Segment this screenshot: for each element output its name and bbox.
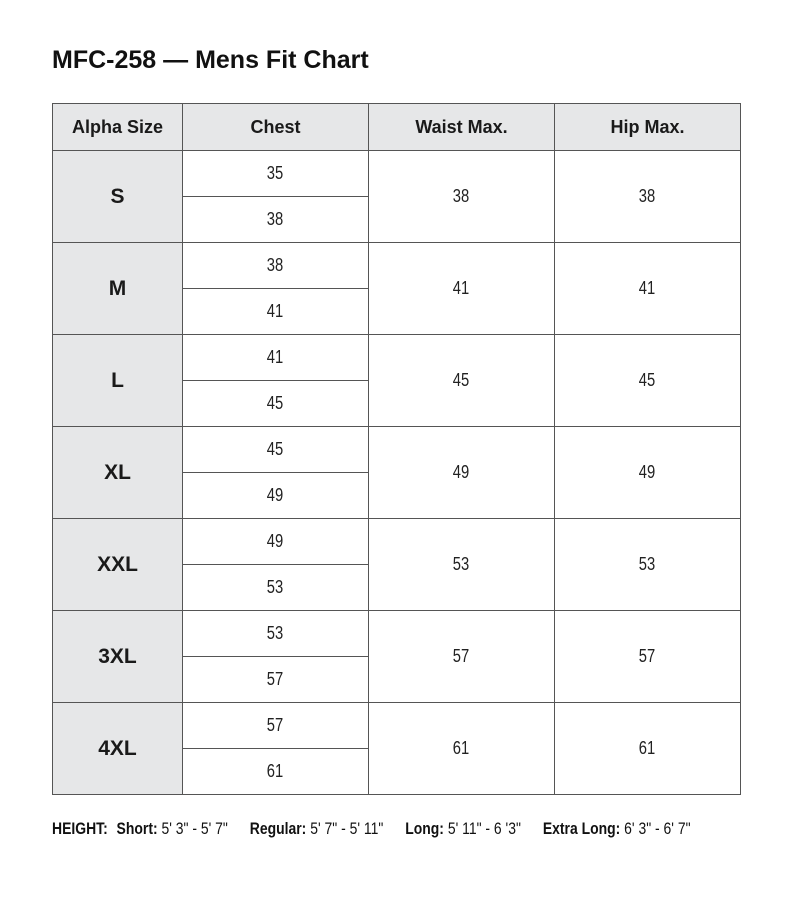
hip-max-value: 38 — [639, 186, 656, 206]
header-chest: Chest — [183, 104, 369, 151]
hip-max-cell — [555, 335, 741, 427]
waist-max-value: 57 — [453, 646, 470, 666]
chest-max-value: 41 — [267, 301, 284, 321]
chest-min-cell — [183, 519, 369, 565]
height-extra-long-value: 6' 3" - 6' 7" — [624, 819, 691, 838]
chest-max-value: 45 — [267, 393, 284, 413]
chest-max-cell — [183, 565, 369, 611]
chest-max-value: 38 — [267, 209, 284, 229]
table-row — [53, 519, 741, 565]
table-row — [53, 427, 741, 473]
hip-max-value: 57 — [639, 646, 656, 666]
page-title: MFC-258 — Mens Fit Chart — [52, 46, 369, 74]
size-label: M — [53, 243, 183, 335]
waist-max-value: 41 — [453, 278, 470, 298]
size-label: XL — [53, 427, 183, 519]
chest-max-value: 61 — [267, 761, 284, 781]
hip-max-cell — [555, 703, 741, 795]
chest-max-value: 53 — [267, 577, 284, 597]
hip-max-value: 45 — [639, 370, 656, 390]
chest-min-value: 38 — [267, 255, 284, 275]
chest-min-cell — [183, 703, 369, 749]
waist-max-cell — [369, 611, 555, 703]
chest-max-cell — [183, 289, 369, 335]
chest-min-value: 57 — [267, 715, 284, 735]
table-row — [53, 151, 741, 197]
size-label: XXL — [53, 519, 183, 611]
table-row — [53, 335, 741, 381]
hip-max-value: 53 — [639, 554, 656, 574]
chest-min-cell — [183, 335, 369, 381]
chest-max-cell — [183, 473, 369, 519]
chest-max-cell — [183, 657, 369, 703]
waist-max-cell — [369, 427, 555, 519]
table-header-row — [53, 104, 741, 151]
chest-min-value: 45 — [267, 439, 284, 459]
hip-max-cell — [555, 611, 741, 703]
chest-min-value: 49 — [267, 531, 284, 551]
waist-max-value: 38 — [453, 186, 470, 206]
header-hip-max: Hip Max. — [555, 104, 741, 151]
chest-max-value: 57 — [267, 669, 284, 689]
chest-min-value: 35 — [267, 163, 284, 183]
size-label: 4XL — [53, 703, 183, 795]
chest-min-cell — [183, 151, 369, 197]
height-extra-long-label: Extra Long: — [542, 819, 621, 838]
chest-max-value: 49 — [267, 485, 284, 505]
height-regular-value: 5' 7" - 5' 11" — [310, 819, 384, 838]
hip-max-value: 49 — [639, 462, 656, 482]
waist-max-cell — [369, 151, 555, 243]
height-long-value: 5' 11" - 6 '3" — [447, 819, 521, 838]
height-short-label: Short: — [116, 819, 158, 838]
waist-max-value: 53 — [453, 554, 470, 574]
table-row — [53, 243, 741, 289]
height-label: HEIGHT: — [52, 819, 108, 838]
table-row — [53, 703, 741, 749]
chest-min-value: 53 — [267, 623, 284, 643]
hip-max-value: 61 — [639, 738, 656, 758]
chest-max-cell — [183, 197, 369, 243]
waist-max-cell — [369, 519, 555, 611]
chest-min-value: 41 — [267, 347, 284, 367]
chest-max-cell — [183, 749, 369, 795]
waist-max-value: 61 — [453, 738, 470, 758]
waist-max-cell — [369, 703, 555, 795]
hip-max-cell — [555, 151, 741, 243]
size-label: S — [53, 151, 183, 243]
waist-max-cell — [369, 243, 555, 335]
hip-max-value: 41 — [639, 278, 656, 298]
height-short-value: 5' 3" - 5' 7" — [161, 819, 228, 838]
size-label: L — [53, 335, 183, 427]
fit-chart-table — [52, 103, 741, 795]
size-label: 3XL — [53, 611, 183, 703]
height-legend — [52, 819, 752, 845]
height-long-label: Long: — [405, 819, 444, 838]
chest-min-cell — [183, 611, 369, 657]
height-regular-label: Regular: — [249, 819, 307, 838]
hip-max-cell — [555, 243, 741, 335]
hip-max-cell — [555, 427, 741, 519]
chest-min-cell — [183, 427, 369, 473]
waist-max-value: 45 — [453, 370, 470, 390]
waist-max-cell — [369, 335, 555, 427]
header-waist-max: Waist Max. — [369, 104, 555, 151]
hip-max-cell — [555, 519, 741, 611]
waist-max-value: 49 — [453, 462, 470, 482]
chest-min-cell — [183, 243, 369, 289]
table-body — [53, 151, 741, 795]
table-row — [53, 611, 741, 657]
header-alpha-size: Alpha Size — [53, 104, 183, 151]
chest-max-cell — [183, 381, 369, 427]
